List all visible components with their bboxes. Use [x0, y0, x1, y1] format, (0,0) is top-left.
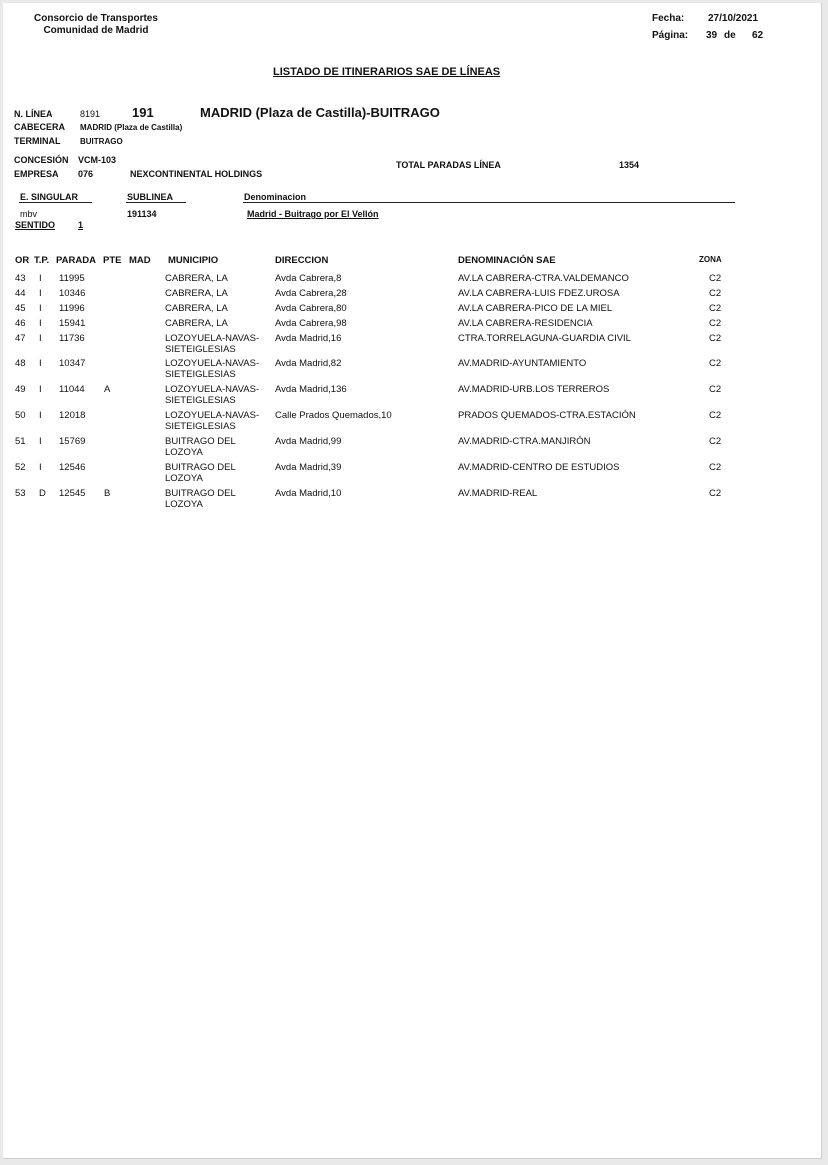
- cell-zona: C2: [709, 333, 722, 344]
- cell-municipio: CABRERA, LA: [165, 318, 228, 329]
- cell-parada: 11736: [59, 333, 85, 344]
- cell-or: 51: [15, 436, 26, 447]
- cell-tp: I: [39, 436, 42, 447]
- cell-or: 48: [15, 358, 26, 369]
- cell-municipio: LOZOYUELA-NAVAS-SIETEIGLESIAS: [165, 384, 260, 406]
- denominacion-value: Madrid - Buitrago por El Vellón: [247, 209, 379, 219]
- cell-parada: 15769: [59, 436, 86, 447]
- cell-direccion: Avda Cabrera,28: [275, 288, 347, 299]
- cell-municipio: BUITRAGO DEL LOZOYA: [165, 436, 236, 458]
- organization-name: [34, 13, 158, 37]
- total-paradas-value: 1354: [619, 160, 640, 170]
- cell-or: 46: [15, 318, 26, 329]
- col-parada: PARADA: [56, 255, 96, 266]
- cell-direccion: Avda Madrid,16: [275, 333, 342, 344]
- cell-direccion: Avda Madrid,39: [275, 462, 342, 473]
- sentido-value: 1: [78, 220, 84, 230]
- terminal-label: TERMINAL: [14, 136, 61, 146]
- cell-or: 47: [15, 333, 26, 344]
- cell-parada: 11996: [59, 303, 85, 314]
- col-direccion: DIRECCION: [275, 255, 329, 266]
- cell-municipio: CABRERA, LA: [165, 303, 228, 314]
- org-line-1: Consorcio de Transportes: [34, 13, 158, 24]
- n-linea-number: 191: [132, 105, 154, 120]
- n-linea-code: 8191: [80, 109, 101, 119]
- col-or: OR: [15, 255, 30, 266]
- cell-zona: C2: [709, 410, 722, 421]
- cell-or: 49: [15, 384, 26, 395]
- cell-tp: I: [39, 333, 42, 344]
- col-tp: T.P.: [34, 255, 50, 266]
- cell-parada: 10346: [59, 288, 86, 299]
- n-linea-label: N. LÍNEA: [14, 109, 53, 119]
- cell-direccion: Calle Prados Quemados,10: [275, 410, 392, 421]
- terminal-value: BUITRAGO: [80, 137, 123, 146]
- cell-denominacion: AV.MADRID-CENTRO DE ESTUDIOS: [458, 462, 620, 473]
- cell-direccion: Avda Madrid,99: [275, 436, 342, 447]
- cell-direccion: Avda Cabrera,8: [275, 273, 342, 284]
- concesion-label: CONCESIÓN: [14, 155, 69, 165]
- line-name: MADRID (Plaza de Castilla)-BUITRAGO: [200, 105, 440, 120]
- cell-parada: 11995: [59, 273, 85, 284]
- cell-denominacion: AV.MADRID-AYUNTAMIENTO: [458, 358, 587, 369]
- sublinea-label: SUBLINEA: [127, 192, 174, 202]
- cell-zona: C2: [709, 488, 722, 499]
- report-title: LISTADO DE ITINERARIOS SAE DE LÍNEAS: [273, 66, 501, 78]
- cabecera-value: MADRID (Plaza de Castilla): [80, 123, 183, 132]
- cell-or: 53: [15, 488, 26, 499]
- cell-parada: 15941: [59, 318, 86, 329]
- e-singular-underline: [19, 202, 92, 203]
- cell-municipio: BUITRAGO DEL LOZOYA: [165, 462, 236, 484]
- col-pte: PTE: [103, 255, 122, 266]
- cell-zona: C2: [709, 288, 722, 299]
- cell-tp: D: [39, 488, 46, 499]
- cell-zona: C2: [709, 303, 722, 314]
- cell-pte: B: [104, 488, 111, 499]
- col-zona: ZONA: [699, 255, 722, 264]
- cell-parada: 10347: [59, 358, 86, 369]
- cell-tp: I: [39, 358, 42, 369]
- cell-denominacion: CTRA.TORRELAGUNA-GUARDIA CIVIL: [458, 333, 631, 344]
- pagina-value: 39: [706, 30, 718, 41]
- cell-parada: 12018: [59, 410, 86, 421]
- col-mad: MAD: [129, 255, 151, 266]
- cell-direccion: Avda Cabrera,80: [275, 303, 347, 314]
- concesion-value: VCM-103: [78, 155, 117, 165]
- cell-tp: I: [39, 303, 42, 314]
- sublinea-value: 191134: [127, 209, 157, 219]
- cell-or: 45: [15, 303, 26, 314]
- sentido-label: SENTIDO: [15, 220, 56, 230]
- cell-parada: 12546: [59, 462, 86, 473]
- col-municipio: MUNICIPIO: [168, 255, 219, 266]
- cell-denominacion: AV.LA CABRERA-CTRA.VALDEMANCO: [458, 273, 629, 284]
- fecha-label: Fecha:: [652, 13, 685, 24]
- cell-municipio: LOZOYUELA-NAVAS-SIETEIGLESIAS: [165, 358, 260, 380]
- empresa-name: NEXCONTINENTAL HOLDINGS: [130, 169, 263, 179]
- cell-municipio: CABRERA, LA: [165, 288, 228, 299]
- cell-municipio: BUITRAGO DEL LOZOYA: [165, 488, 236, 510]
- cell-municipio: CABRERA, LA: [165, 273, 228, 284]
- cell-tp: I: [39, 273, 42, 284]
- cell-tp: I: [39, 318, 42, 329]
- cell-direccion: Avda Madrid,82: [275, 358, 342, 369]
- org-line-2: Comunidad de Madrid: [43, 25, 149, 36]
- cell-parada: 12545: [59, 488, 86, 499]
- cell-zona: C2: [709, 436, 722, 447]
- e-singular-value: mbv: [20, 209, 38, 219]
- cell-denominacion: AV.LA CABRERA-RESIDENCIA: [458, 318, 593, 329]
- cell-denominacion: AV.LA CABRERA-LUIS FDEZ.UROSA: [458, 288, 620, 299]
- pagina-total: 62: [752, 30, 764, 41]
- pagina-label: Página:: [652, 30, 689, 41]
- cell-municipio: LOZOYUELA-NAVAS-SIETEIGLESIAS: [165, 410, 260, 432]
- cell-or: 44: [15, 288, 26, 299]
- cell-denominacion: AV.MADRID-REAL: [458, 488, 538, 499]
- col-denominacion-sae: DENOMINACIÓN SAE: [458, 255, 556, 266]
- cell-denominacion: PRADOS QUEMADOS-CTRA.ESTACIÓN: [458, 410, 636, 421]
- empresa-label: EMPRESA: [14, 169, 59, 179]
- cell-zona: C2: [709, 462, 722, 473]
- sublinea-underline: [126, 202, 186, 203]
- total-paradas-label: TOTAL PARADAS LÍNEA: [396, 160, 501, 170]
- cell-denominacion: AV.MADRID-URB.LOS TERREROS: [458, 384, 610, 395]
- pagina-de-label: de: [724, 30, 736, 41]
- cell-tp: I: [39, 462, 42, 473]
- cabecera-label: CABECERA: [14, 122, 66, 132]
- fecha-value: 27/10/2021: [708, 13, 759, 24]
- cell-zona: C2: [709, 384, 722, 395]
- cell-direccion: Avda Madrid,136: [275, 384, 347, 395]
- cell-parada: 11044: [59, 384, 85, 395]
- empresa-code: 076: [78, 169, 94, 179]
- cell-zona: C2: [709, 358, 722, 369]
- denominacion-label: Denominacion: [244, 192, 307, 202]
- cell-or: 52: [15, 462, 26, 473]
- cell-direccion: Avda Madrid,10: [275, 488, 342, 499]
- cell-tp: I: [39, 384, 42, 395]
- cell-denominacion: AV.MADRID-CTRA.MANJIRÓN: [458, 436, 591, 447]
- cell-tp: I: [39, 410, 42, 421]
- cell-pte: A: [104, 384, 111, 395]
- cell-municipio: LOZOYUELA-NAVAS-SIETEIGLESIAS: [165, 333, 260, 355]
- e-singular-label: E. SINGULAR: [20, 192, 79, 202]
- cell-direccion: Avda Cabrera,98: [275, 318, 347, 329]
- document-page: [3, 3, 822, 1159]
- denominacion-underline: [243, 202, 735, 203]
- cell-tp: I: [39, 288, 42, 299]
- cell-or: 43: [15, 273, 26, 284]
- cell-denominacion: AV.LA CABRERA-PICO DE LA MIEL: [458, 303, 613, 314]
- cell-or: 50: [15, 410, 26, 421]
- cell-zona: C2: [709, 318, 722, 329]
- cell-zona: C2: [709, 273, 722, 284]
